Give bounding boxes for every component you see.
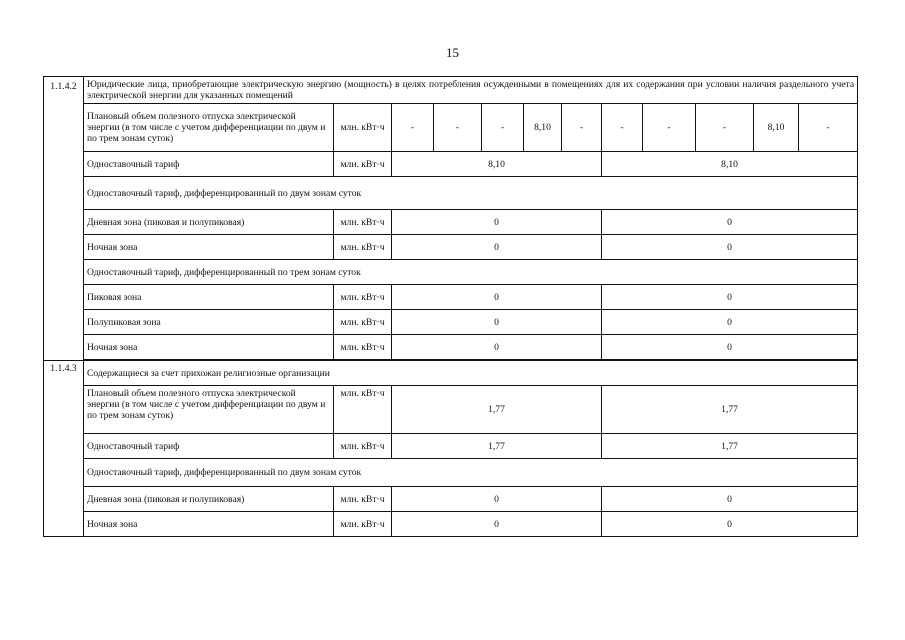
- unit-cell: млн. кВт·ч: [334, 104, 392, 152]
- section-title: Содержащиеся за счет прихожан религиозные организации: [84, 361, 858, 386]
- section-header-row: [44, 77, 858, 104]
- unit-cell: млн. кВт·ч: [334, 310, 392, 335]
- value-cell: 8,10: [524, 104, 562, 152]
- value-cell-h2: 0: [602, 210, 858, 235]
- section-title: Юридические лица, приобретающие электрическую энергию (мощность) в целях потребления осужденными в помещениях для их содержания при условии наличия раздельного учета электрической энергии для указанных помещений: [84, 77, 858, 104]
- value-cell: -: [696, 104, 754, 152]
- value-cell: -: [434, 104, 482, 152]
- unit-cell: млн. кВт·ч: [334, 386, 392, 434]
- value-cell-h2: 0: [602, 235, 858, 260]
- value-cell: -: [392, 104, 434, 152]
- subheading-row: [44, 260, 858, 285]
- value-cell-h1: 0: [392, 235, 602, 260]
- table-row: [44, 512, 858, 537]
- value-cell: 8,10: [754, 104, 799, 152]
- table-row: [44, 310, 858, 335]
- table-row: [44, 152, 858, 177]
- subheading-row: [44, 177, 858, 210]
- table-row: [44, 434, 858, 459]
- value-cell-h1: 0: [392, 512, 602, 537]
- subheading: Одноставочный тариф, дифференцированный по двум зонам суток: [84, 177, 858, 210]
- table-row: [44, 285, 858, 310]
- row-label: Ночная зона: [84, 335, 334, 360]
- row-label: Одноставочный тариф: [84, 152, 334, 177]
- table-row: [44, 104, 858, 152]
- value-cell-h1: 1,77: [392, 434, 602, 459]
- row-label: Плановый объем полезного отпуска электрической энергии (в том числе с учетом дифференциации по двум и по трем зонам суток): [84, 104, 334, 152]
- value-cell: -: [602, 104, 643, 152]
- unit-cell: млн. кВт·ч: [334, 210, 392, 235]
- value-cell: -: [562, 104, 602, 152]
- row-label: Ночная зона: [84, 235, 334, 260]
- row-label: Ночная зона: [84, 512, 334, 537]
- unit-cell: млн. кВт·ч: [334, 434, 392, 459]
- row-label: Полупиковая зона: [84, 310, 334, 335]
- value-cell-h2: 1,77: [602, 386, 858, 434]
- unit-cell: млн. кВт·ч: [334, 487, 392, 512]
- page-number: 15: [446, 45, 459, 60]
- row-label: Дневная зона (пиковая и полупиковая): [84, 487, 334, 512]
- unit-cell: млн. кВт·ч: [334, 512, 392, 537]
- row-label: Пиковая зона: [84, 285, 334, 310]
- table-row: [44, 386, 858, 434]
- subheading: Одноставочный тариф, дифференцированный по двум зонам суток: [84, 459, 858, 487]
- table-row: [44, 210, 858, 235]
- section-code: 1.1.4.2: [44, 77, 84, 361]
- value-cell-h2: 0: [602, 487, 858, 512]
- value-cell-h2: 0: [602, 310, 858, 335]
- row-label: Дневная зона (пиковая и полупиковая): [84, 210, 334, 235]
- row-label: Одноставочный тариф: [84, 434, 334, 459]
- value-cell-h1: 0: [392, 210, 602, 235]
- value-cell: -: [482, 104, 524, 152]
- section-header-row: [44, 361, 858, 386]
- value-cell-h1: 8,10: [392, 152, 602, 177]
- unit-cell: млн. кВт·ч: [334, 335, 392, 360]
- row-label: Плановый объем полезного отпуска электрической энергии (в том числе с учетом дифференциации по двум и по трем зонам суток): [84, 386, 334, 434]
- subheading: Одноставочный тариф, дифференцированный по трем зонам суток: [84, 260, 858, 285]
- value-cell-h2: 0: [602, 335, 858, 360]
- unit-cell: млн. кВт·ч: [334, 152, 392, 177]
- value-cell-h1: 0: [392, 285, 602, 310]
- subheading-row: [44, 459, 858, 487]
- tariff-table: [43, 76, 858, 537]
- unit-cell: млн. кВт·ч: [334, 285, 392, 310]
- table-row: [44, 487, 858, 512]
- table-row: [44, 335, 858, 360]
- value-cell-h1: 1,77: [392, 386, 602, 434]
- table-row: [44, 235, 858, 260]
- value-cell-h2: 0: [602, 512, 858, 537]
- section-code: 1.1.4.3: [44, 361, 84, 537]
- value-cell-h2: 1,77: [602, 434, 858, 459]
- unit-cell: млн. кВт·ч: [334, 235, 392, 260]
- value-cell-h2: 8,10: [602, 152, 858, 177]
- value-cell-h2: 0: [602, 285, 858, 310]
- value-cell-h1: 0: [392, 310, 602, 335]
- value-cell: -: [643, 104, 696, 152]
- value-cell-h1: 0: [392, 335, 602, 360]
- value-cell: -: [799, 104, 858, 152]
- value-cell-h1: 0: [392, 487, 602, 512]
